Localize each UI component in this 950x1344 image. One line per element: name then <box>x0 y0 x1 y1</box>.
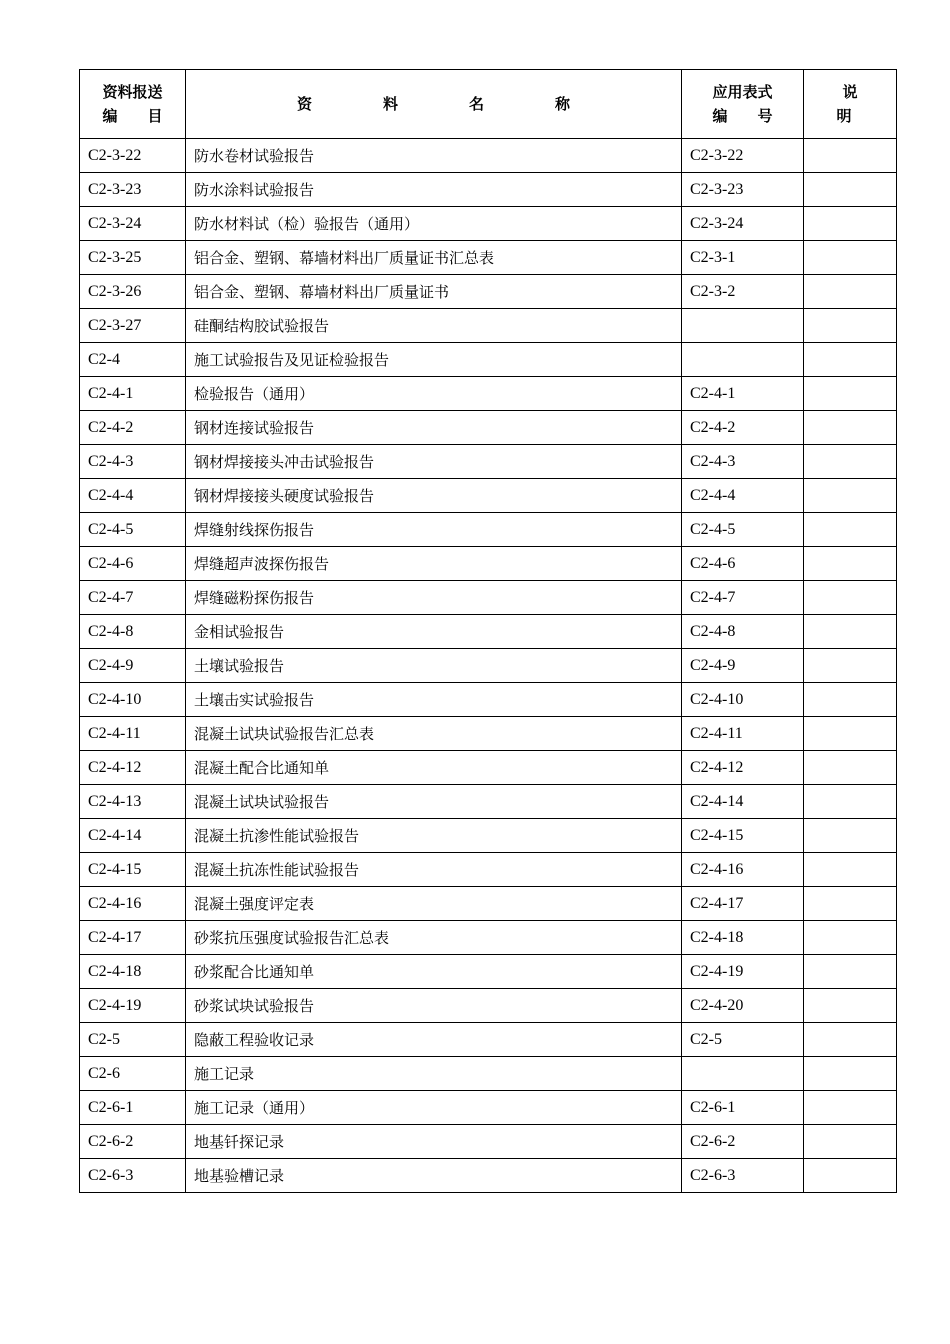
form-number-cell: C2-4-19 <box>682 955 804 989</box>
notes-cell <box>804 479 897 513</box>
table-row <box>80 1091 897 1125</box>
form-number-cell: C2-3-23 <box>682 173 804 207</box>
document-code-cell: C2-6 <box>80 1057 186 1091</box>
notes-cell <box>804 207 897 241</box>
table-row <box>80 989 897 1023</box>
table-row <box>80 819 897 853</box>
notes-cell <box>804 275 897 309</box>
notes-cell <box>804 581 897 615</box>
notes-cell <box>804 921 897 955</box>
notes-cell <box>804 955 897 989</box>
table-row <box>80 275 897 309</box>
document-name-cell: 焊缝超声波探伤报告 <box>186 547 682 581</box>
document-code-cell: C2-4-4 <box>80 479 186 513</box>
notes-cell <box>804 853 897 887</box>
document-name-cell: 土壤击实试验报告 <box>186 683 682 717</box>
table-row <box>80 513 897 547</box>
table-row <box>80 751 897 785</box>
header-document-name-text: 资 料 名 称 <box>296 95 598 113</box>
document-code-cell: C2-4-11 <box>80 717 186 751</box>
notes-cell <box>804 1023 897 1057</box>
document-name-cell: 砂浆配合比通知单 <box>186 955 682 989</box>
form-number-cell: C2-6-1 <box>682 1091 804 1125</box>
document-code-cell: C2-4-6 <box>80 547 186 581</box>
form-number-cell: C2-4-15 <box>682 819 804 853</box>
header-notes <box>804 70 897 139</box>
notes-cell <box>804 139 897 173</box>
notes-cell <box>804 989 897 1023</box>
document-code-cell: C2-4-1 <box>80 377 186 411</box>
form-number-cell <box>682 309 804 343</box>
notes-cell <box>804 649 897 683</box>
document-name-cell: 地基验槽记录 <box>186 1159 682 1193</box>
form-number-cell <box>682 343 804 377</box>
document-code-cell: C2-4-17 <box>80 921 186 955</box>
table-row <box>80 309 897 343</box>
form-number-cell: C2-4-11 <box>682 717 804 751</box>
notes-cell <box>804 513 897 547</box>
document-name-cell: 铝合金、塑钢、幕墙材料出厂质量证书汇总表 <box>186 241 682 275</box>
document-code-cell: C2-5 <box>80 1023 186 1057</box>
document-code-cell: C2-6-3 <box>80 1159 186 1193</box>
document-code-cell: C2-4-3 <box>80 445 186 479</box>
document-name-cell: 混凝土试块试验报告 <box>186 785 682 819</box>
table-row <box>80 241 897 275</box>
form-number-cell: C2-4-20 <box>682 989 804 1023</box>
form-number-cell: C2-4-9 <box>682 649 804 683</box>
notes-cell <box>804 1057 897 1091</box>
table-row <box>80 785 897 819</box>
document-name-cell: 防水涂料试验报告 <box>186 173 682 207</box>
form-number-cell: C2-3-22 <box>682 139 804 173</box>
form-number-cell: C2-4-18 <box>682 921 804 955</box>
notes-cell <box>804 547 897 581</box>
table-row <box>80 683 897 717</box>
form-number-cell: C2-4-7 <box>682 581 804 615</box>
notes-cell <box>804 1125 897 1159</box>
document-name-cell: 砂浆抗压强度试验报告汇总表 <box>186 921 682 955</box>
document-code-cell: C2-4-13 <box>80 785 186 819</box>
table-row <box>80 547 897 581</box>
document-code-cell: C2-3-27 <box>80 309 186 343</box>
document-code-cell: C2-4-12 <box>80 751 186 785</box>
form-number-cell: C2-4-4 <box>682 479 804 513</box>
document-name-cell: 检验报告（通用） <box>186 377 682 411</box>
form-number-cell: C2-4-2 <box>682 411 804 445</box>
table-row <box>80 1023 897 1057</box>
form-number-cell <box>682 1057 804 1091</box>
table-row <box>80 411 897 445</box>
notes-cell <box>804 377 897 411</box>
table-row <box>80 853 897 887</box>
table-row <box>80 377 897 411</box>
notes-cell <box>804 683 897 717</box>
document-code-cell: C2-4-14 <box>80 819 186 853</box>
header-document-code-line2: 编 目 <box>102 107 163 125</box>
table-row <box>80 615 897 649</box>
document-name-cell: 土壤试验报告 <box>186 649 682 683</box>
table-row <box>80 1159 897 1193</box>
document-code-cell: C2-4-7 <box>80 581 186 615</box>
document-page <box>79 69 896 1193</box>
table-body <box>80 139 897 1193</box>
table-row <box>80 479 897 513</box>
form-number-cell: C2-4-1 <box>682 377 804 411</box>
document-code-cell: C2-4-2 <box>80 411 186 445</box>
form-number-cell: C2-5 <box>682 1023 804 1057</box>
table-row <box>80 139 897 173</box>
document-name-cell: 钢材连接试验报告 <box>186 411 682 445</box>
notes-cell <box>804 615 897 649</box>
form-number-cell: C2-4-14 <box>682 785 804 819</box>
form-number-cell: C2-4-6 <box>682 547 804 581</box>
document-code-cell: C2-3-23 <box>80 173 186 207</box>
form-number-cell: C2-3-24 <box>682 207 804 241</box>
header-form-number <box>682 70 804 139</box>
form-number-cell: C2-4-3 <box>682 445 804 479</box>
document-code-cell: C2-4-9 <box>80 649 186 683</box>
header-form-number-line2: 编 号 <box>712 107 773 125</box>
table-row <box>80 921 897 955</box>
table-row <box>80 581 897 615</box>
notes-cell <box>804 445 897 479</box>
document-name-cell: 防水材料试（检）验报告（通用） <box>186 207 682 241</box>
document-name-cell: 防水卷材试验报告 <box>186 139 682 173</box>
document-name-cell: 隐蔽工程验收记录 <box>186 1023 682 1057</box>
form-number-cell: C2-4-5 <box>682 513 804 547</box>
notes-cell <box>804 343 897 377</box>
header-document-code-line1: 资料报送 <box>102 83 163 101</box>
table-row <box>80 343 897 377</box>
notes-cell <box>804 173 897 207</box>
table-row <box>80 887 897 921</box>
notes-cell <box>804 785 897 819</box>
header-document-code <box>80 70 186 139</box>
form-number-cell: C2-6-3 <box>682 1159 804 1193</box>
notes-cell <box>804 309 897 343</box>
document-name-cell: 焊缝射线探伤报告 <box>186 513 682 547</box>
form-number-cell: C2-3-1 <box>682 241 804 275</box>
document-code-cell: C2-4-5 <box>80 513 186 547</box>
table-row <box>80 173 897 207</box>
document-code-cell: C2-4-18 <box>80 955 186 989</box>
document-name-cell: 混凝土抗渗性能试验报告 <box>186 819 682 853</box>
document-name-cell: 施工试验报告及见证检验报告 <box>186 343 682 377</box>
document-name-cell: 铝合金、塑钢、幕墙材料出厂质量证书 <box>186 275 682 309</box>
document-name-cell: 施工记录（通用） <box>186 1091 682 1125</box>
form-number-cell: C2-4-10 <box>682 683 804 717</box>
document-name-cell: 混凝土试块试验报告汇总表 <box>186 717 682 751</box>
table-row <box>80 1057 897 1091</box>
form-number-cell: C2-4-17 <box>682 887 804 921</box>
document-code-cell: C2-4-19 <box>80 989 186 1023</box>
document-name-cell: 地基钎探记录 <box>186 1125 682 1159</box>
notes-cell <box>804 717 897 751</box>
table-row <box>80 1125 897 1159</box>
notes-cell <box>804 887 897 921</box>
form-number-cell: C2-6-2 <box>682 1125 804 1159</box>
document-name-cell: 硅酮结构胶试验报告 <box>186 309 682 343</box>
table-row <box>80 955 897 989</box>
table-row <box>80 445 897 479</box>
document-code-cell: C2-3-25 <box>80 241 186 275</box>
document-index-table <box>79 69 897 1193</box>
form-number-cell: C2-4-16 <box>682 853 804 887</box>
document-name-cell: 施工记录 <box>186 1057 682 1091</box>
document-code-cell: C2-3-24 <box>80 207 186 241</box>
table-row <box>80 649 897 683</box>
header-notes-text: 说 明 <box>836 83 897 125</box>
table-row <box>80 207 897 241</box>
table-header <box>80 70 897 139</box>
document-name-cell: 混凝土强度评定表 <box>186 887 682 921</box>
document-code-cell: C2-4-15 <box>80 853 186 887</box>
notes-cell <box>804 1091 897 1125</box>
document-code-cell: C2-4-8 <box>80 615 186 649</box>
document-name-cell: 金相试验报告 <box>186 615 682 649</box>
notes-cell <box>804 241 897 275</box>
notes-cell <box>804 819 897 853</box>
document-code-cell: C2-6-1 <box>80 1091 186 1125</box>
document-name-cell: 钢材焊接接头冲击试验报告 <box>186 445 682 479</box>
notes-cell <box>804 411 897 445</box>
document-code-cell: C2-4 <box>80 343 186 377</box>
form-number-cell: C2-4-8 <box>682 615 804 649</box>
document-name-cell: 钢材焊接接头硬度试验报告 <box>186 479 682 513</box>
document-code-cell: C2-3-22 <box>80 139 186 173</box>
document-name-cell: 焊缝磁粉探伤报告 <box>186 581 682 615</box>
document-code-cell: C2-4-10 <box>80 683 186 717</box>
form-number-cell: C2-4-12 <box>682 751 804 785</box>
header-form-number-line1: 应用表式 <box>712 83 773 101</box>
notes-cell <box>804 751 897 785</box>
header-document-name <box>186 70 682 139</box>
document-code-cell: C2-6-2 <box>80 1125 186 1159</box>
header-row <box>80 70 897 139</box>
table-row <box>80 717 897 751</box>
document-name-cell: 混凝土配合比通知单 <box>186 751 682 785</box>
document-code-cell: C2-3-26 <box>80 275 186 309</box>
document-code-cell: C2-4-16 <box>80 887 186 921</box>
form-number-cell: C2-3-2 <box>682 275 804 309</box>
document-name-cell: 混凝土抗冻性能试验报告 <box>186 853 682 887</box>
notes-cell <box>804 1159 897 1193</box>
document-name-cell: 砂浆试块试验报告 <box>186 989 682 1023</box>
